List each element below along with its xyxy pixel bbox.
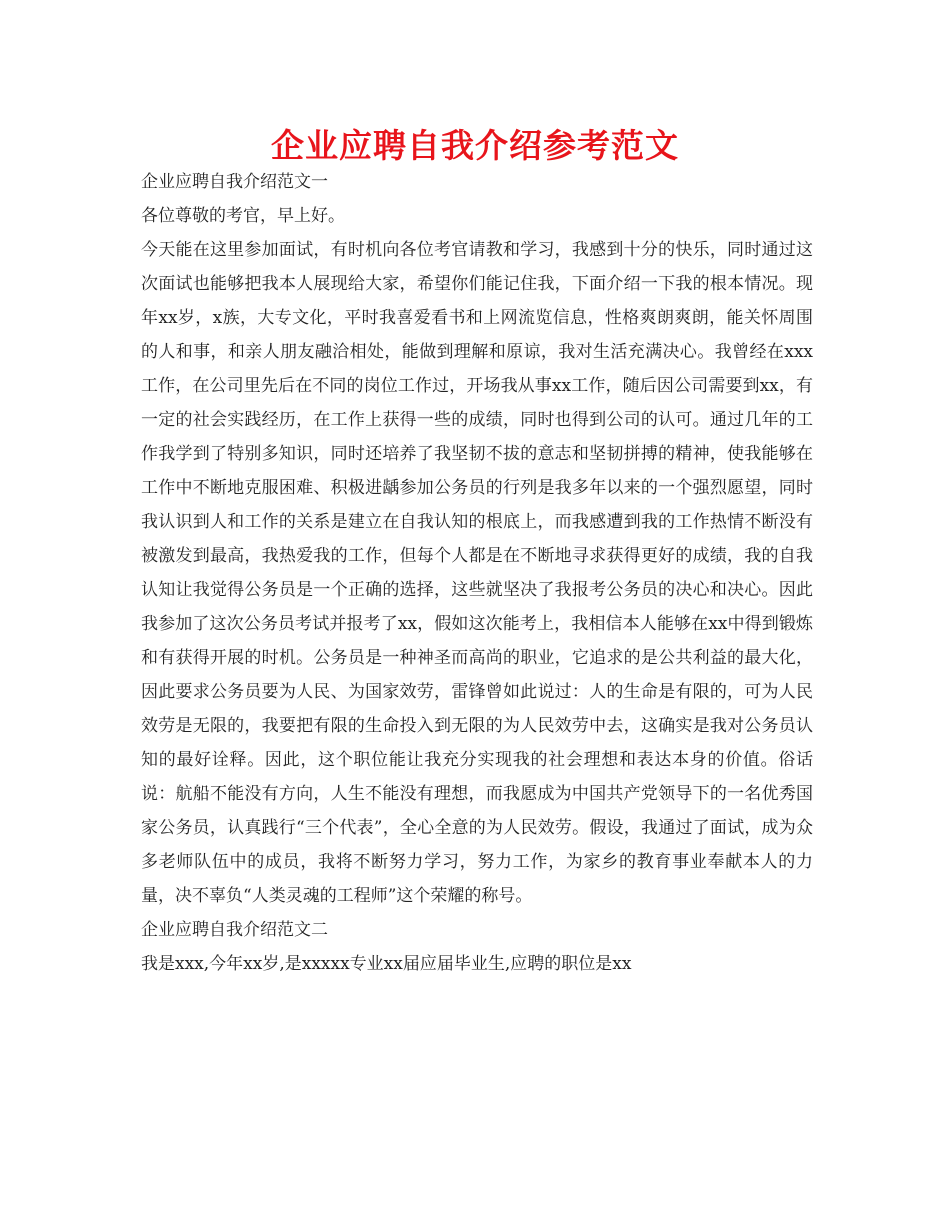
body-paragraph: 今天能在这里参加面试，有时机向各位考官请教和学习，我感到十分的快乐，同时通过这次面试也能够把我本人展现给大家，希望你们能记住我，下面介绍一下我的根本情况。现年xx岁，x族，大专文化，平时我喜爱看书和上网流览信息，性格爽朗爽朗，能关怀周围的人和事，和亲人朋友融洽相处，能做到理解和原谅，我对生活充满决心。我曾经在xxx工作，在公司里先后在不同的岗位工作过，开场我从事xx工作，随后因公司需要到xx，有一定的社会实践经历，在工作上获得一些的成绩，同时也得到公司的认可。通过几年的工作我学到了特别多知识，同时还培养了我坚韧不拔的意志和坚韧拼搏的精神，使我能够在工作中不断地克服困难、积极进龋参加公务员的行列是我多年以来的一个强烈愿望，同时我认识到人和工作的关系是建立在自我认知的根底上，而我感遭到我的工作热情不断没有被激发到最高，我热爱我的工作，但每个人都是在不断地寻求获得更好的成绩，我的自我认知让我觉得公务员是一个正确的选择，这些就坚决了我报考公务员的决心和决心。因此我参加了这次公务员考试并报考了xx，假如这次能考上，我相信本人能够在xx中得到锻炼和有获得开展的时机。公务员是一种神圣而高尚的职业，它追求的是公共利益的最大化，因此要求公务员要为人民、为国家效劳，雷锋曾如此说过：人的生命是有限的，可为人民效劳是无限的，我要把有限的生命投入到无限的为人民效劳中去，这确实是我对公务员认知的最好诠释。因此，这个职位能让我充分实现我的社会理想和表达本身的价值。俗话说：航船不能没有方向，人生不能没有理想，而我愿成为中国共产党领导下的一名优秀国家公务员，认真践行“三个代表”，全心全意的为人民效劳。假设，我通过了面试，成为众多老师队伍中的成员，我将不断努力学习，努力工作，为家乡的教育事业奉献本人的力量，决不辜负“人类灵魂的工程师”这个荣耀的称号。 (141, 240, 813, 906)
section-heading-1: 企业应聘自我介绍范文一 (141, 172, 328, 192)
greeting-paragraph: 各位尊敬的考官，早上好。 (141, 206, 345, 226)
document-body (141, 165, 813, 981)
intro-paragraph: 我是xxx,今年xx岁,是xxxxx专业xx届应届毕业生,应聘的职位是xx (141, 954, 632, 974)
document-title: 企业应聘自我介绍参考范文 (271, 126, 679, 165)
section-heading-2: 企业应聘自我介绍范文二 (141, 920, 328, 940)
